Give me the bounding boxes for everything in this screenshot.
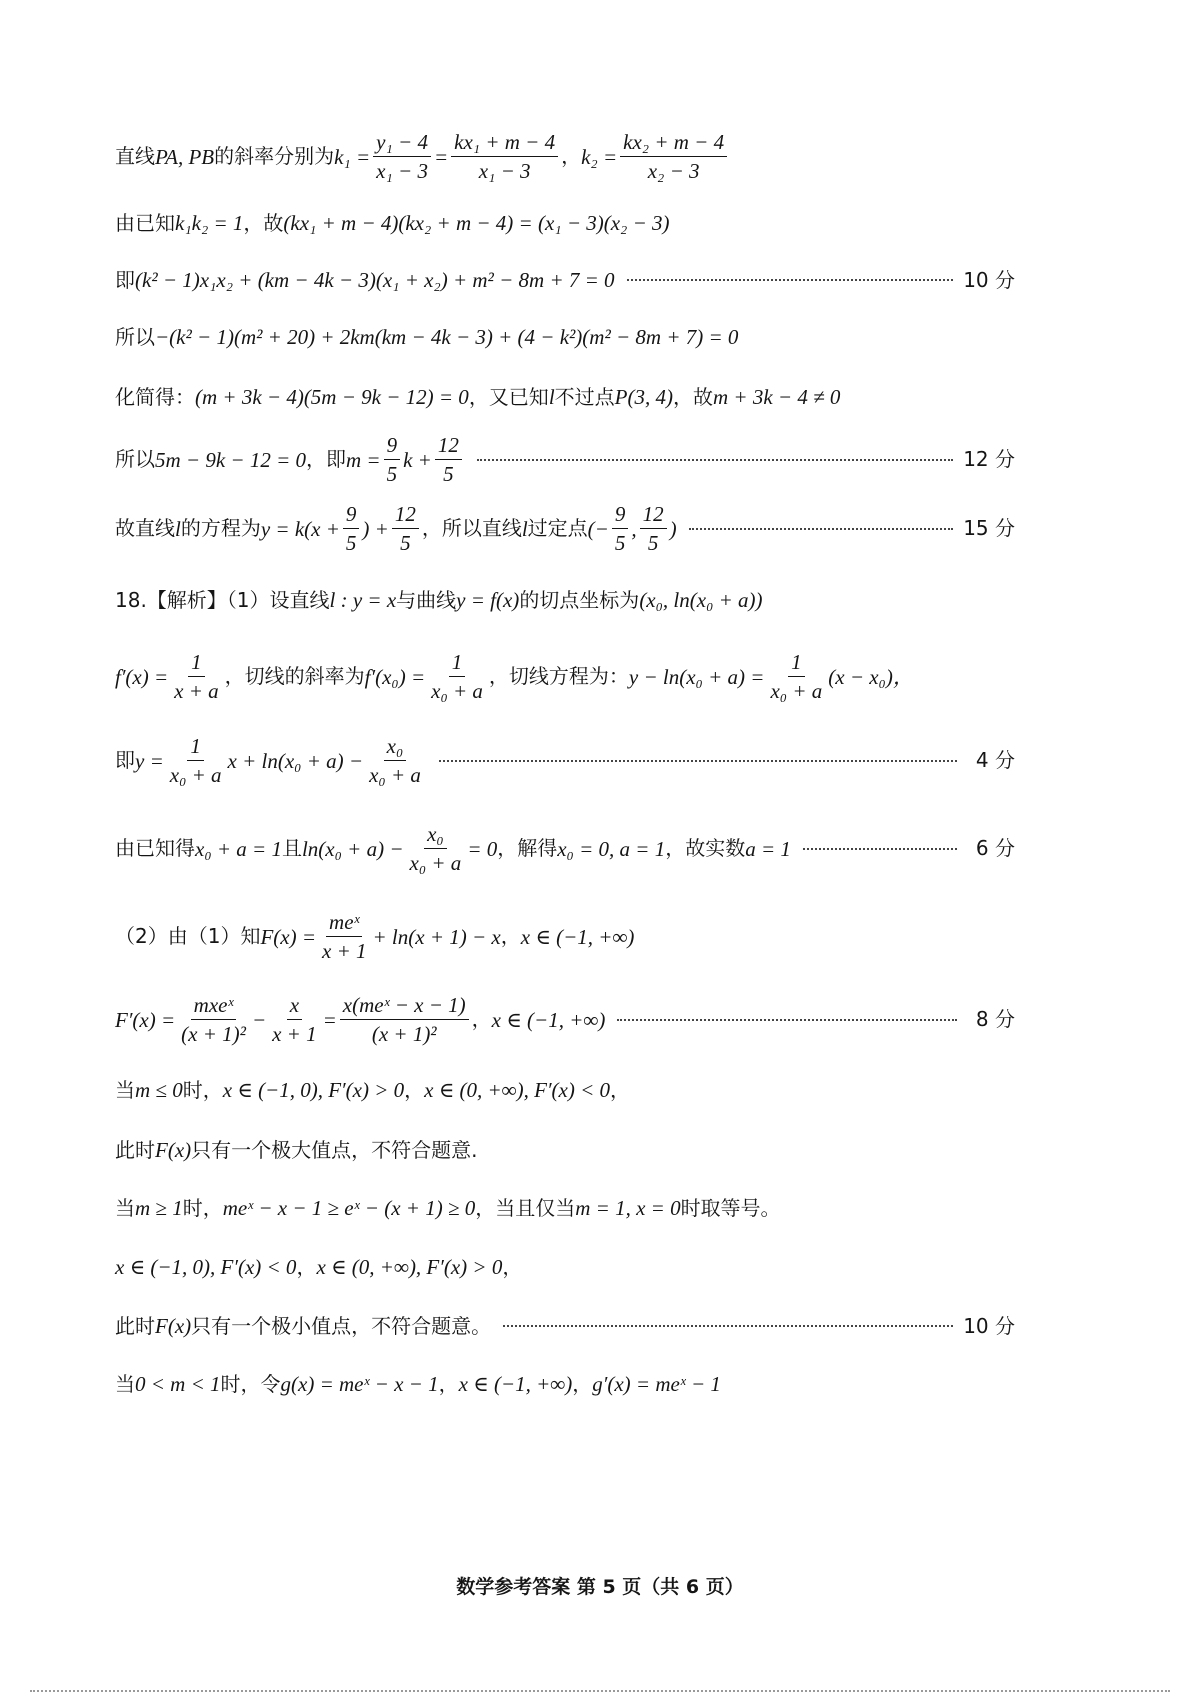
score-label: 8 分 — [975, 1007, 1015, 1032]
math: x ∈ (0, +∞), F′(x) < 0 — [424, 1078, 611, 1102]
fraction: $\frac{\text{meˣ}}{x + 1}$ — [322, 910, 367, 964]
math: ) — [669, 516, 677, 541]
fraction: $\frac{1}{x + a}$ — [174, 650, 219, 704]
text: ， — [296, 1254, 317, 1279]
text: ，当且仅当 — [475, 1195, 576, 1220]
text: ， — [471, 1007, 492, 1032]
line-part2-F — [115, 910, 1015, 963]
text: 时，令 — [220, 1371, 281, 1396]
scan-edge-divider — [30, 1690, 1170, 1692]
fraction: $\frac{\text{x₀}}{\text{x₀ + a}}$ — [409, 822, 462, 876]
score-label: 6 分 — [975, 836, 1015, 861]
math: l — [521, 516, 528, 541]
math: meˣ − x − 1 ≥ eˣ − (x + 1) ≥ 0 — [222, 1196, 476, 1220]
math: F(x) = — [260, 924, 317, 949]
math: l : y = x — [329, 588, 397, 612]
text: 且 — [281, 836, 302, 861]
text: ，又已知 — [468, 384, 549, 409]
line-case-m-ge-1 — [115, 1196, 1015, 1220]
math: (m + 3k − 4)(5m − 9k − 12) = 0 — [195, 385, 469, 409]
math: g(x) = meˣ − x − 1 — [280, 1372, 439, 1396]
math: k₂ = — [581, 144, 618, 169]
fraction: $\frac{12}{5}$ — [435, 433, 462, 486]
line-expansion — [115, 268, 1015, 292]
fraction: $\frac{\text{kx₂ + m − 4}}{\text{x₂ − 3}}$ — [620, 130, 727, 183]
math: a = 1 — [745, 836, 791, 861]
math: (x − x₀)， — [828, 664, 914, 689]
text: ， — [404, 1077, 425, 1102]
text: ， — [500, 924, 521, 949]
math: m = 1, x = 0 — [575, 1196, 681, 1220]
math: ) + — [362, 516, 389, 541]
fraction: $\frac{\text{y₁ − 4}}{\text{x₁ − 3}}$ — [373, 130, 431, 183]
math: (x₀, ln(x₀ + a)) — [639, 588, 763, 612]
dot-leader — [617, 1019, 957, 1021]
math: ln(x₀ + a) − — [301, 836, 404, 861]
math: k + — [403, 447, 432, 472]
text: 所以 — [115, 324, 155, 349]
line-F-derivative — [115, 993, 1015, 1046]
fraction: $\frac{1}{\text{x₀ + a}}$ — [169, 734, 222, 788]
math: x ∈ (−1, +∞) — [491, 1007, 606, 1032]
text: 直线 — [115, 144, 155, 169]
dot-leader — [689, 528, 954, 530]
fraction: $\frac{x}{x + 1}$ — [272, 993, 317, 1047]
fraction: $\frac{9}{5}$ — [612, 502, 629, 555]
math: x ∈ (−1, +∞) — [520, 924, 635, 949]
text: 此时 — [115, 1137, 155, 1162]
fraction: $\frac{12}{5}$ — [640, 502, 667, 555]
fraction: $\frac{\text{x(meˣ − x − 1)}}{\text{(x + 1)²}}$ — [340, 993, 469, 1046]
math: l — [175, 516, 181, 541]
text: ， — [610, 1077, 631, 1102]
dot-leader — [477, 459, 953, 461]
text: ，切线的斜率为 — [224, 664, 365, 689]
math: x₀ = 0, a = 1 — [557, 836, 666, 861]
math: m = — [346, 447, 381, 472]
fraction: $\frac{\text{kx₁ + m − 4}}{\text{x₁ − 3}}$ — [451, 130, 558, 183]
text: 由已知 — [115, 210, 175, 235]
text: 的切点坐标为 — [519, 587, 640, 612]
line-fixed-point — [115, 502, 1015, 555]
math: k₁k₂ = 1 — [175, 211, 244, 235]
fraction: $\frac{\text{x₀}}{\text{x₀ + a}}$ — [369, 734, 421, 788]
dot-leader — [503, 1325, 953, 1327]
math: 0 < m < 1 — [135, 1372, 221, 1396]
line-min-point — [115, 1314, 1015, 1338]
fraction: $\frac{9}{5}$ — [384, 433, 401, 486]
text: 的斜率分别为 — [214, 144, 335, 169]
line-condition — [115, 211, 1015, 235]
math: 5m − 9k − 12 = 0 — [155, 447, 306, 472]
math: m ≤ 0 — [135, 1078, 183, 1102]
text: 当 — [115, 1371, 135, 1396]
text: 时取等号。 — [680, 1195, 781, 1220]
text: （2）由（1）知 — [115, 924, 261, 949]
text: 此时 — [115, 1313, 155, 1338]
math: l — [548, 385, 555, 409]
text: ， — [572, 1371, 593, 1396]
text: 所以 — [115, 447, 155, 472]
math: P(3, 4) — [614, 385, 673, 409]
fraction: $\frac{9}{5}$ — [343, 502, 360, 555]
math: , — [631, 516, 637, 541]
text: 化简得： — [115, 384, 195, 409]
math: = 0 — [467, 836, 498, 861]
math: m + 3k − 4 ≠ 0 — [712, 385, 841, 409]
text: 不过点 — [554, 384, 615, 409]
math: = — [433, 144, 449, 169]
score-label: 4 分 — [975, 748, 1015, 773]
math: (− — [587, 516, 609, 541]
text: ，所以直线 — [421, 516, 522, 541]
text: 时， — [182, 1077, 223, 1102]
math: y = f(x) — [456, 588, 520, 612]
text: 即 — [115, 748, 135, 773]
line-solve-a — [115, 822, 1015, 875]
math: (kx₁ + m − 4)(kx₂ + m − 4) = (x₁ − 3)(x₂ − 3) — [283, 211, 670, 235]
math: F(x) — [155, 1314, 192, 1338]
page-footer: 数学参考答案 第 5 页（共 6 页） — [456, 1576, 744, 1598]
fraction: $\frac{1}{\text{x₀ + a}}$ — [431, 650, 483, 704]
line-derivative — [115, 650, 1015, 703]
text: 过定点 — [527, 516, 588, 541]
math: x ∈ (−1, 0), F′(x) > 0 — [222, 1078, 405, 1102]
math: = — [322, 1007, 337, 1032]
line-monotonic — [115, 1255, 1015, 1279]
text: 的方程为 — [180, 516, 261, 541]
text: 当 — [115, 1077, 135, 1102]
score-label: 15 分 — [963, 516, 1015, 541]
math: F′(x) = — [115, 1007, 176, 1032]
math: y = k(x + — [260, 516, 340, 541]
math: y − ln(x₀ + a) = — [628, 664, 765, 689]
dot-leader — [803, 848, 957, 850]
text: 时， — [182, 1195, 223, 1220]
text: 当 — [115, 1195, 135, 1220]
math: x₀ + a = 1 — [195, 836, 282, 861]
text: ，故 — [243, 210, 284, 235]
text: ，切线方程为： — [488, 664, 629, 689]
math: m ≥ 1 — [135, 1196, 183, 1220]
math: F(x) — [155, 1138, 192, 1162]
text: 只有一个极小值点，不符合题意。 — [191, 1313, 492, 1338]
math: k₁ = — [334, 144, 371, 169]
math: x + ln(x₀ + a) − — [227, 748, 364, 773]
fraction: $\frac{1}{\text{x₀ + a}}$ — [770, 650, 823, 704]
line-max-point — [115, 1138, 1015, 1162]
score-label: 10 分 — [963, 1313, 1015, 1338]
text: ，即 — [306, 447, 346, 472]
line-m-value — [115, 433, 1015, 486]
line-tangent — [115, 734, 1015, 787]
math: (k² − 1)x₁x₂ + (km − 4k − 3)(x₁ + x₂) + m² − 8m + 7 = 0 — [135, 268, 615, 292]
text: 故直线 — [115, 516, 175, 541]
math: + ln(x + 1) − x — [372, 924, 501, 949]
line-case-m-le-0 — [115, 1078, 1015, 1102]
math: x ∈ (−1, +∞) — [458, 1372, 573, 1396]
score-label: 12 分 — [963, 447, 1015, 472]
text: ， — [502, 1254, 523, 1279]
text: ，故实数 — [665, 836, 746, 861]
line-q18-intro — [115, 588, 1015, 612]
dot-leader — [439, 760, 957, 762]
math: x ∈ (0, +∞), F′(x) > 0 — [316, 1255, 503, 1279]
math: f′(x) = — [115, 664, 169, 689]
math: x ∈ (−1, 0), F′(x) < 0 — [115, 1255, 297, 1279]
text: 18.【解析】（1）设直线 — [115, 587, 330, 612]
text: 与曲线 — [396, 587, 457, 612]
line-case-0-m-1 — [115, 1372, 1015, 1396]
line-slopes — [115, 130, 1015, 183]
math: f′(x₀) = — [364, 664, 426, 689]
math: −(k² − 1)(m² + 20) + 2km(km − 4k − 3) + (4 − k²)(m² − 8m + 7) = 0 — [155, 325, 739, 349]
line-substitution — [115, 325, 1015, 349]
score-label: 10 分 — [963, 267, 1015, 292]
fraction: $\frac{12}{5}$ — [392, 502, 419, 555]
text: 只有一个极大值点，不符合题意. — [191, 1137, 478, 1162]
text: 由已知得 — [115, 836, 195, 861]
line-simplify — [115, 385, 1015, 409]
text: 即 — [115, 267, 135, 292]
text: ，故 — [672, 384, 713, 409]
dot-leader — [627, 279, 954, 281]
math: PA, PB — [155, 144, 215, 169]
math: − — [251, 1007, 267, 1032]
fraction: $\frac{\text{mxeˣ}}{\text{(x + 1)²}}$ — [181, 993, 246, 1047]
text: ， — [438, 1371, 459, 1396]
text: ，解得 — [497, 836, 558, 861]
math: y = — [135, 748, 164, 773]
math: g′(x) = meˣ − 1 — [592, 1372, 721, 1396]
text: ， — [561, 144, 582, 169]
